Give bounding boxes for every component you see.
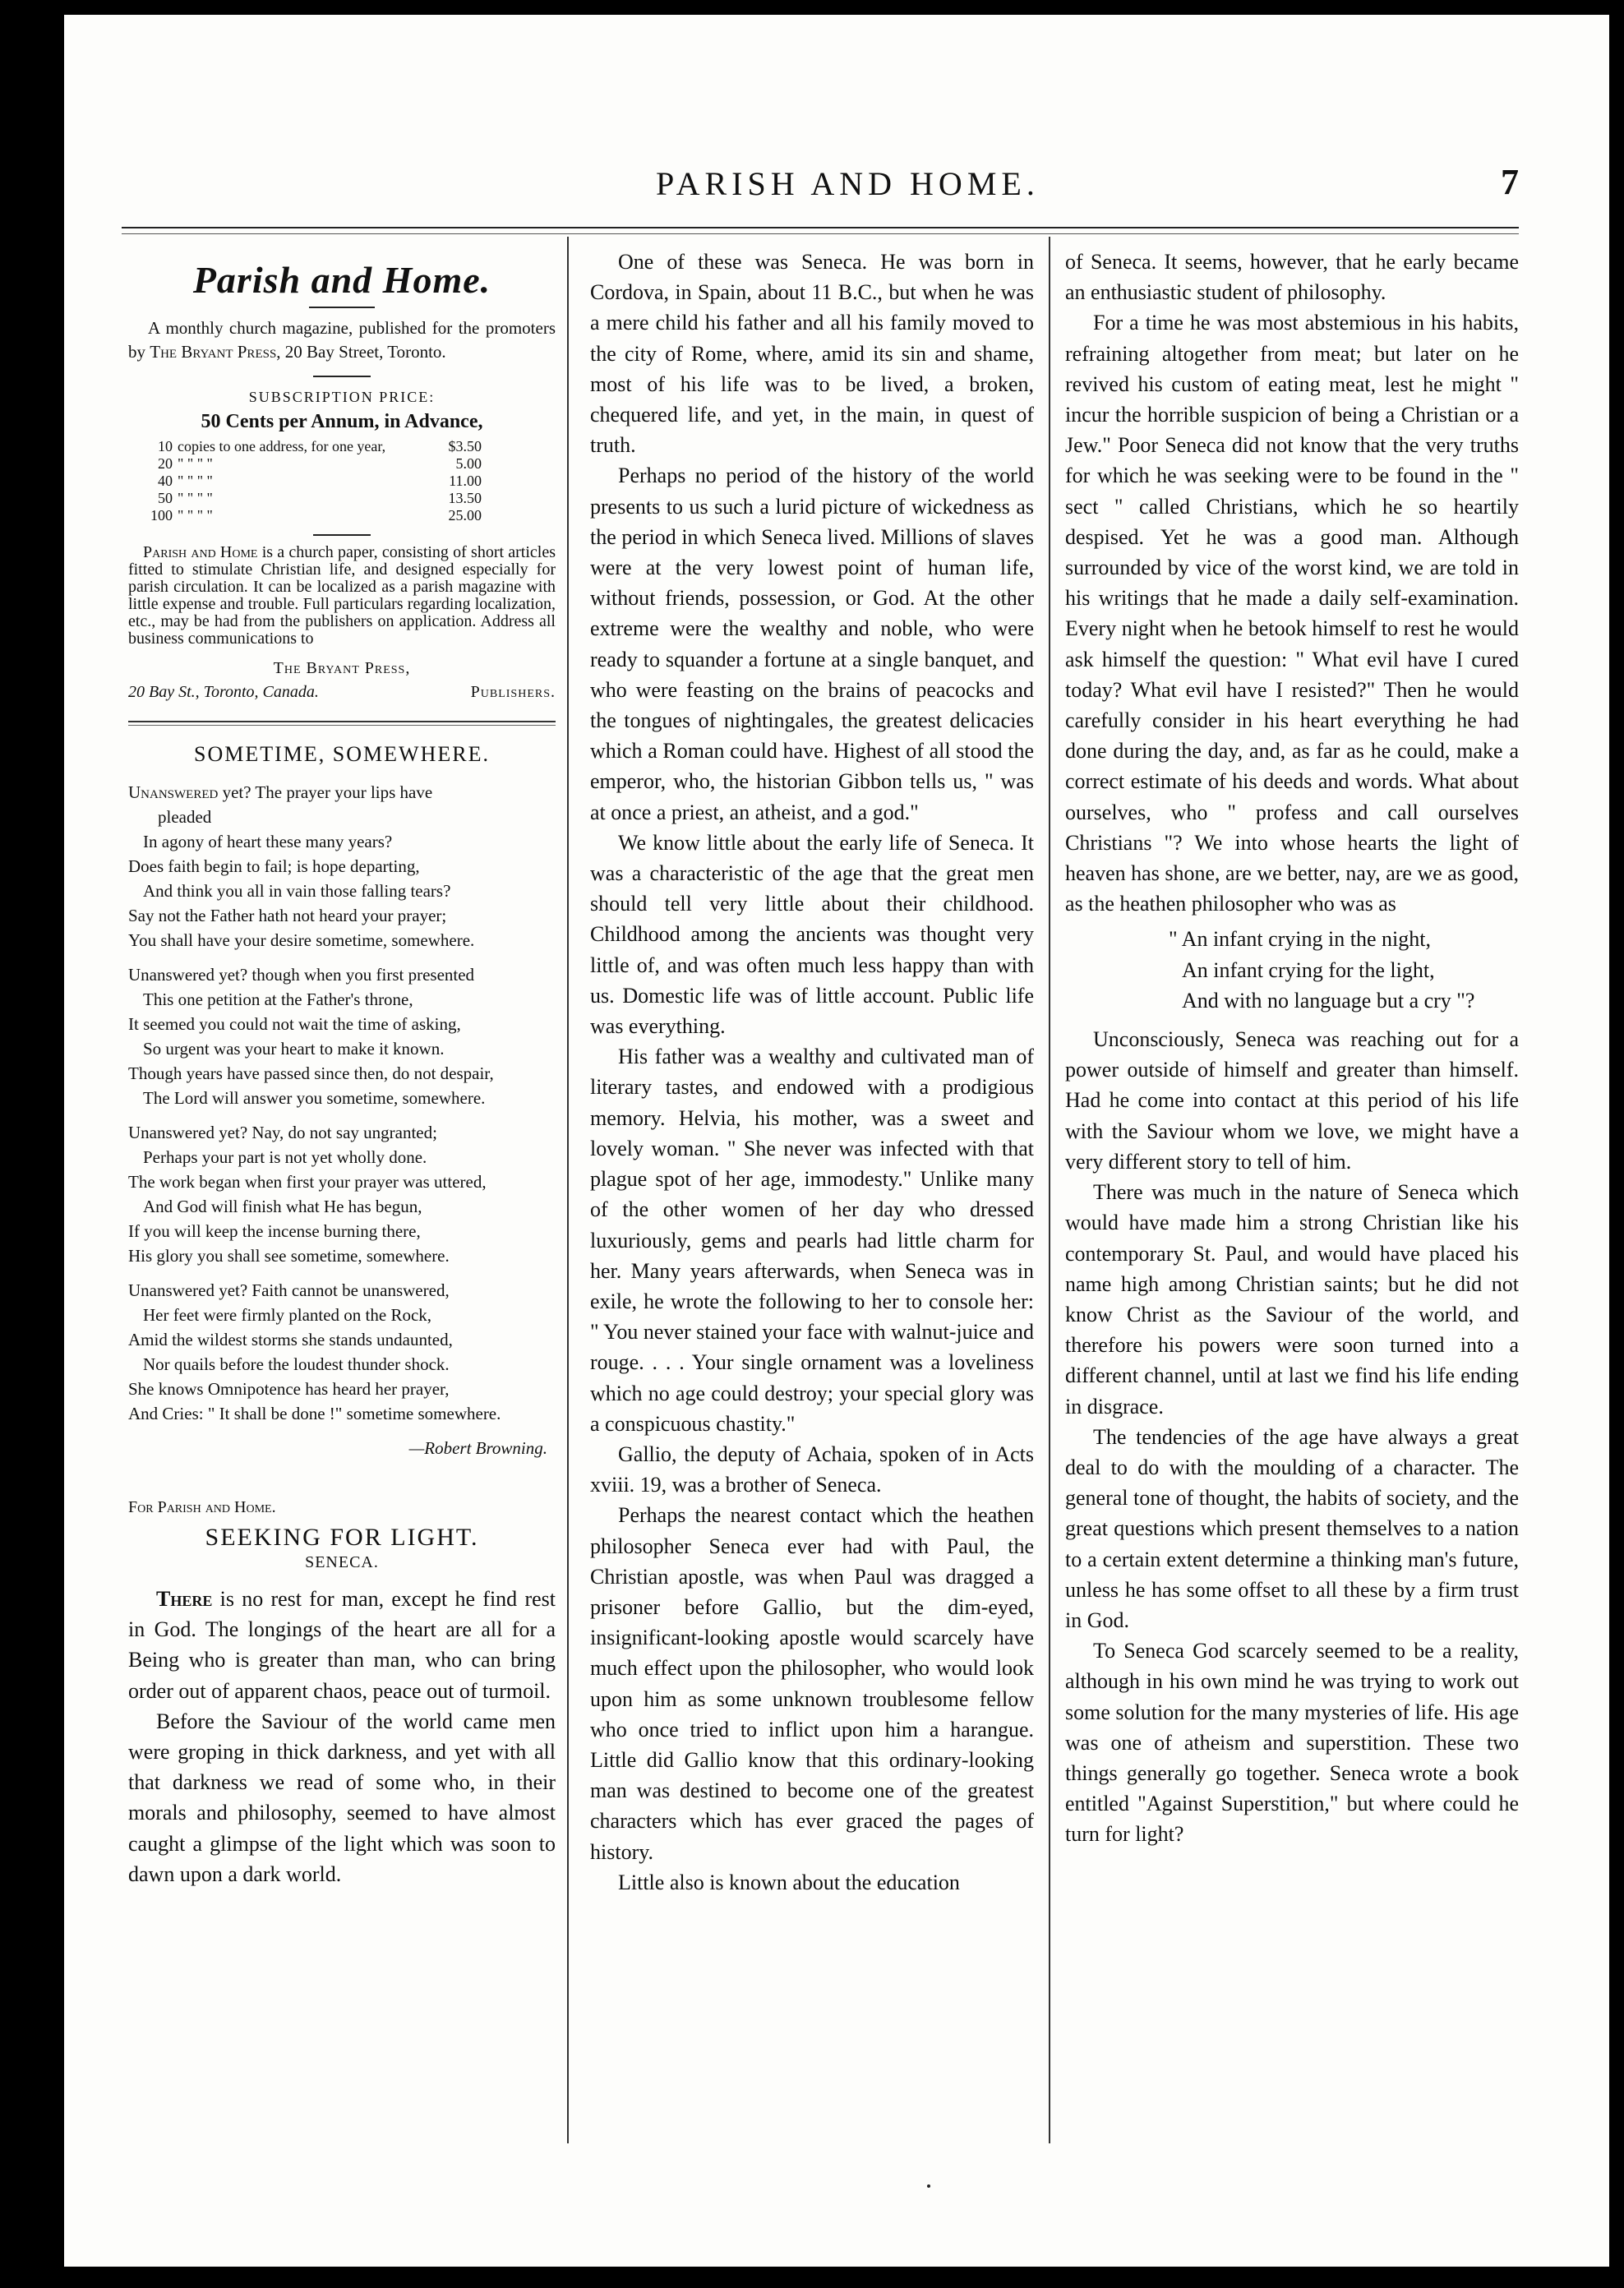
block-quote (1065, 924, 1519, 1016)
article-paragraph: Unconsciously, Seneca was reaching out for a power outside of himself and greater than himself. Had he come into contact at this period of his life with the Saviour whom we love, we might have a very different story to tell of him. (1065, 1027, 1519, 1174)
publisher-address: 20 Bay St., Toronto, Canada. (128, 683, 319, 701)
poem-line: Unanswered yet? Nay, do not say ungranted; (128, 1123, 437, 1142)
poem-line: And Cries: " It shall be done !" sometime somewhere. (128, 1404, 501, 1423)
poem-stanza (128, 1120, 556, 1268)
column-divider (1049, 237, 1050, 2143)
article-paragraph: Perhaps the nearest contact which the heathen philosopher Seneca ever had with Paul, the Christian apostle, was when Paul was dragged a prisoner before Gallio, but the dim-eyed, insignificant-looking apostle would scarcely have much effect upon the philosopher, who would look upon him as some unknown troublesome fellow who once tried to inflict upon him a harangue. Little did Gallio know that this ordinary-looking man was destined to become one of the greatest characters which has ever graced the pages of history. (590, 1503, 1034, 1864)
article-paragraph: We know little about the early life of Seneca. It was a characteristic of the age that the great men should tell very little about their childhood. Childhood among the ancients was thought very little of, and was often much less happy than with us. Domestic life was of little account. Public life was everything. (590, 830, 1034, 1039)
print-mark (927, 2184, 930, 2188)
poem-line: Nor quails before the loudest thunder shock. (143, 1354, 450, 1374)
quote-line: An infant crying for the light, (1182, 957, 1435, 982)
article-paragraph-text: is no rest for man, except he find rest in God. The longings of the heart are all for a Being who is greater than man, who can bring order out of apparent chaos, peace out of turmoil. (128, 1587, 556, 1703)
poem-line: Perhaps your part is not yet wholly done. (143, 1147, 427, 1167)
subscription-price: 50 Cents per Annum, in Advance, (201, 411, 483, 432)
article-body-col1 (128, 1584, 556, 1889)
article-paragraph: One of these was Seneca. He was born in Cordova, in Spain, about 11 B.C., but when he was a mere child his father and all his family moved to the city of Rome, where, amid its sin and shame, most of his life was to be lived, a broken, chequered life, and yet, in the main, in quest of truth. (590, 250, 1034, 458)
rate-row (140, 507, 482, 524)
rate-amount: 11.00 (449, 473, 482, 489)
running-title: PARISH AND HOME. (656, 165, 1040, 202)
poem-line: This one petition at the Father's throne, (143, 989, 413, 1009)
masthead-rule-3 (313, 534, 371, 536)
poem-title: SOMETIME, SOMEWHERE. (194, 742, 490, 766)
poem-stanza (128, 962, 556, 1110)
article-paragraph: His father was a wealthy and cultivated man of literary tastes, and endowed with a prodigious memory. Helvia, his mother, was a sweet and lovely woman. " She never was infected with that plague spot of her age, immodesty." Unlike many of the other women of her day who dressed luxuriously, gems and pearls had little charm for her. Many years afterwards, when Seneca was in exile, he wrote the following to her to console her: " You never stained your face with walnut-juice and rouge. . . . Your single ornament was a loveliness which no age could destroy; your special glory was a conspicuous chastity." (590, 1045, 1034, 1436)
poem-stanza (128, 805, 556, 953)
publisher-name: The Bryant Press, (273, 659, 411, 677)
poem-line: Does faith begin to fail; is hope departing, (128, 856, 420, 876)
about-name: Parish and Home (143, 543, 258, 561)
poem-line: The work began when first your prayer was uttered, (128, 1172, 487, 1192)
masthead-title: Parish and Home. (192, 259, 491, 301)
header-rule (122, 227, 1519, 234)
article-paragraph (128, 1584, 556, 1706)
article-paragraph: To Seneca God scarcely seemed to be a reality, although in his own mind he was trying to work out some solution for the many mysteries of life. His age was one of atheism and superstition. These two things generally go together. Seneca wrote a book entitled "Against Superstition," but where could he turn for light? (1065, 1639, 1519, 1847)
poem-line: Unanswered yet? Faith cannot be unanswered, (128, 1280, 450, 1300)
masthead-rule (309, 307, 375, 308)
masthead-press-name: The Bryant Press, (150, 342, 281, 362)
rate-qty: 20 (158, 455, 173, 472)
article-paragraph: Before the Saviour of the world came men were groping in thick darkness, and yet with all that darkness we read of some who, in their morals and philosophy, seemed to have almost caught a glimpse of the light which was soon to dawn upon a dark world. (128, 1709, 556, 1886)
quote-line: And with no language but a cry "? (1182, 988, 1475, 1013)
rate-row (140, 473, 482, 490)
rates-table (140, 438, 482, 524)
article-paragraph: of Seneca. It seems, however, that he early became an enthusiastic student of philosophy. (1065, 250, 1519, 305)
poem-line: pleaded (158, 807, 212, 827)
poem-line: Amid the wildest storms she stands undaunted, (128, 1330, 453, 1349)
poem-line: In agony of heart these many years? (143, 832, 393, 851)
poem-line: Though years have passed since then, do not despair, (128, 1063, 494, 1083)
masthead-rule-2 (313, 376, 371, 377)
masthead-description-suffix: 20 Bay Street, Toronto. (280, 342, 446, 362)
about-text: is a church paper, consisting of short articles fitted to stimulate Christian life, and designed especially for parish circulation. It can be localized as a parish magazine with little expense and trouble. Full particulars regarding localization, etc., may be had from the publishers on application. Address all business communications to (128, 543, 556, 648)
section-rule (128, 721, 556, 726)
rate-desc: " " " " (178, 455, 213, 472)
column-3 (1065, 247, 1519, 1850)
poem-line: Unanswered yet? though when you first presented (128, 965, 475, 985)
rate-row (140, 438, 482, 455)
rate-amount: $3.50 (448, 438, 482, 454)
rate-desc: " " " " (178, 490, 213, 506)
article-paragraph: Gallio, the deputy of Achaia, spoken of in Acts xviii. 19, was a brother of Seneca. (590, 1442, 1034, 1497)
rate-qty: 100 (150, 507, 173, 524)
column-1 (128, 247, 556, 1889)
article-for-line: For Parish and Home. (128, 1498, 276, 1516)
newspaper-page (64, 15, 1609, 2267)
article-paragraph: Little also is known about the education (618, 1870, 960, 1894)
publishers-label: Publishers. (470, 683, 556, 701)
poem-line: And think you all in vain those falling tears? (143, 881, 451, 901)
poem-line-text: yet? The prayer your lips have (218, 782, 433, 802)
poem-stanza (128, 1278, 556, 1426)
rate-desc: " " " " (178, 473, 213, 489)
masthead-description-prefix: A monthly church magazine, published for the promoters by (128, 318, 556, 362)
about-paragraph (128, 544, 556, 648)
poem-line: It seemed you could not wait the time of asking, (128, 1014, 461, 1034)
column-divider (567, 237, 569, 2143)
rate-desc: copies to one address, for one year, (178, 438, 386, 454)
poem-line: She knows Omnipotence has heard her prayer, (128, 1379, 450, 1399)
poem-first-word: Unanswered (128, 782, 219, 802)
poem-line: You shall have your desire sometime, somewhere. (128, 930, 475, 950)
rate-amount: 13.50 (448, 490, 482, 506)
rate-qty: 40 (158, 473, 173, 489)
poem-line: So urgent was your heart to make it known. (143, 1039, 445, 1059)
poem-line: And God will finish what He has begun, (143, 1197, 422, 1216)
poem-line: Say not the Father hath not heard your prayer; (128, 906, 447, 925)
page-header (122, 164, 1519, 214)
poem-line: Her feet were firmly planted on the Rock, (143, 1305, 432, 1325)
article-subtitle: SENECA. (305, 1553, 379, 1571)
article-paragraph: There was much in the nature of Seneca which would have made him a strong Christian like his contemporary St. Paul, and would have placed his name high among Christian saints; but he did not know Christ as the Saviour of the world, and therefore his powers were soon turned into a different channel, until at last we find his life ending in disgrace. (1065, 1180, 1519, 1418)
column-2 (590, 247, 1034, 1898)
rate-row (140, 490, 482, 507)
rate-desc: " " " " (178, 507, 213, 524)
article-paragraph: For a time he was most abstemious in his habits, refraining altogether from meat; but later on he revived his custom of eating meat, lest he might " incur the horrible suspicion of being a Christian or a Jew." Poor Seneca did not know that the very truths for which he was seeking were to be found in the " sect " called Christians, which he so heartily despised. Yet he was a good man. Although surrounded by vice of the worst kind, we are told in his writings that he made a daily self-examination. Every night when he betook himself to rest he would ask himself the question: " What evil have I cured today? What evil have I resisted?" Then he would carefully consider in his heart everything he had done during the day, and, as far as he could, make a correct estimate of his deeds and words. What about ourselves, who " profess and call ourselves Christians "? We into whose hearts the light of heaven has shone, are we better, nay, are we as good, as the heathen philosopher who was as (1065, 311, 1519, 916)
rate-amount: 5.00 (455, 455, 482, 472)
masthead-description (128, 316, 556, 364)
article-lead-word: There (156, 1587, 213, 1611)
poem-line: If you will keep the incense burning there, (128, 1221, 421, 1241)
article-title: SEEKING FOR LIGHT. (205, 1524, 479, 1551)
poem-attribution: —Robert Browning. (408, 1438, 547, 1458)
publisher-line (128, 683, 556, 706)
poem-line: His glory you shall see sometime, somewhere. (128, 1246, 450, 1266)
rate-qty: 10 (158, 438, 173, 454)
quote-line: " An infant crying in the night, (1169, 927, 1431, 952)
rate-qty: 50 (158, 490, 173, 506)
rate-row (140, 455, 482, 473)
subscription-heading: SUBSCRIPTION PRICE: (248, 389, 436, 405)
article-paragraph: The tendencies of the age have always a great deal to do with the moulding of a character. The general tone of thought, the habits of society, and the great questions which present themselves to a nation to a certain extent determine a thinking man's future, unless he has some offset to all these by a firm trust in God. (1065, 1424, 1519, 1632)
rate-amount: 25.00 (448, 507, 482, 524)
page-number: 7 (1501, 162, 1519, 202)
article-paragraph: Perhaps no period of the history of the world presents to us such a lurid picture of wickedness as the period in which Seneca lived. Millions of slaves were at the very lowest point of human life, without friends, possession, or God. At the other extreme were the wealthy and noble, who were ready to squander a fortune at a single banquet, and who were feasting on the brains of peacocks and the tongues of nightingales, the greatest delicacies which a Roman could have. Highest of all stood the emperor, who, the historian Gibbon tells us, " was at once a priest, an atheist, and a god." (590, 464, 1034, 824)
poem-line: The Lord will answer you sometime, somewhere. (143, 1088, 486, 1108)
poem (128, 780, 556, 1460)
poem-line (128, 780, 556, 805)
